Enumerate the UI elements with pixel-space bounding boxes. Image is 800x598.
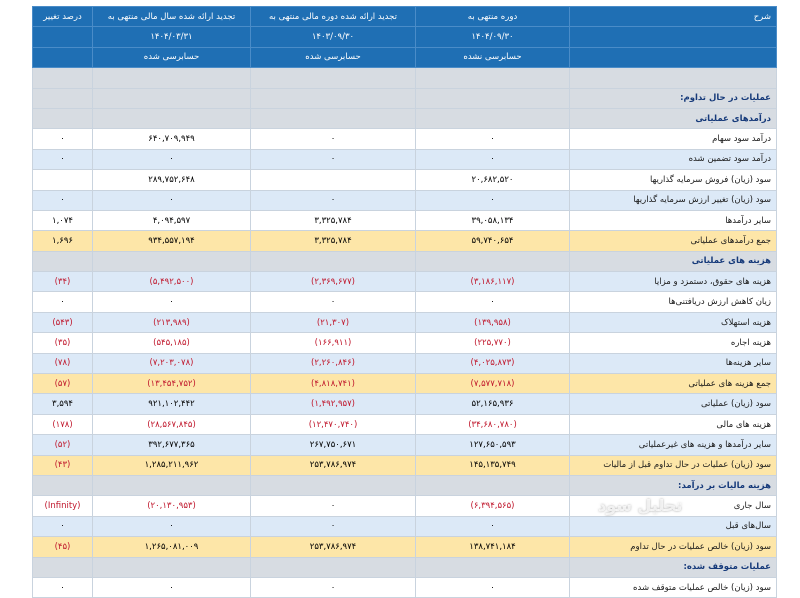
table-row	[33, 435, 777, 455]
cell-col1: ۳۹,۰۵۸,۱۳۴	[416, 210, 570, 230]
cell-col4: (۱۷۸)	[33, 414, 93, 434]
row-description: درآمد سود سهام	[570, 129, 777, 149]
cell-col2: ۲۶۷,۷۵۰,۶۷۱	[251, 435, 416, 455]
cell-col3: (۵۴۵,۱۸۵)	[93, 333, 251, 353]
header-col2-title: تجدید ارائه شده دوره مالی منتهی به	[251, 7, 416, 27]
row-description: هزینه استهلاک	[570, 312, 777, 332]
cell-col4: (۳۵)	[33, 333, 93, 353]
table-row	[33, 394, 777, 414]
cell-col4	[33, 475, 93, 495]
watermark-logo: تحلیل سود	[598, 496, 683, 515]
cell-col4: ۱,۶۹۶	[33, 231, 93, 251]
cell-col1: ۰	[416, 292, 570, 312]
cell-col3: ۹۳۴,۵۵۷,۱۹۴	[93, 231, 251, 251]
cell-col2: (۱۶۶,۹۱۱)	[251, 333, 416, 353]
cell-col4: ۰	[33, 129, 93, 149]
row-description: عملیات متوقف شده:	[570, 557, 777, 577]
cell-col1: ۲۰,۶۸۲,۵۲۰	[416, 170, 570, 190]
table-row	[33, 374, 777, 394]
cell-col4	[33, 170, 93, 190]
cell-col4: (۷۸)	[33, 353, 93, 373]
cell-col4: ۰	[33, 577, 93, 597]
cell-col4: ۰	[33, 516, 93, 536]
cell-col1: ۰	[416, 149, 570, 169]
row-description: سال جاری	[570, 496, 777, 516]
cell-col4: (Infinity)	[33, 496, 93, 516]
cell-col2: (۱,۴۹۲,۹۵۷)	[251, 394, 416, 414]
cell-col4: (۴۵)	[33, 537, 93, 557]
cell-col2	[251, 251, 416, 271]
cell-col1: (۷,۵۷۷,۷۱۸)	[416, 374, 570, 394]
cell-col3: (۲۸,۵۶۷,۸۴۵)	[93, 414, 251, 434]
cell-col3: (۷,۲۰۳,۰۷۸)	[93, 353, 251, 373]
cell-col2: ۲۵۳,۷۸۶,۹۷۴	[251, 537, 416, 557]
row-description: هزینه مالیات بر درآمد:	[570, 475, 777, 495]
cell-col1: ۱۳۸,۷۴۱,۱۸۴	[416, 537, 570, 557]
table-row	[33, 292, 777, 312]
cell-col4: ۰	[33, 149, 93, 169]
cell-col3: ۹۲۱,۱۰۲,۴۴۲	[93, 394, 251, 414]
cell-col4	[33, 108, 93, 128]
cell-col3: (۱۳,۴۵۴,۷۵۲)	[93, 374, 251, 394]
cell-col1: (۳۴,۶۸۰,۷۸۰)	[416, 414, 570, 434]
section-row	[33, 557, 777, 577]
row-description: هزینه های مالی	[570, 414, 777, 434]
cell-col4: (۵۴۳)	[33, 312, 93, 332]
cell-col1	[416, 88, 570, 108]
header-col2-date: ۱۴۰۳/۰۹/۳۰	[251, 27, 416, 47]
row-description: هزینه اجاره	[570, 333, 777, 353]
cell-col4	[33, 68, 93, 88]
cell-col1: ۰	[416, 577, 570, 597]
cell-col4: (۳۴)	[33, 272, 93, 292]
row-description: سایر هزینه‌ها	[570, 353, 777, 373]
cell-col4: ۰	[33, 292, 93, 312]
cell-col1: (۲۲۵,۷۷۰)	[416, 333, 570, 353]
row-description: سود (زیان) تغییر ارزش سرمایه گذاریها	[570, 190, 777, 210]
cell-col2: ۲۵۳,۷۸۶,۹۷۴	[251, 455, 416, 475]
cell-col1: ۰	[416, 129, 570, 149]
cell-col2: ۰	[251, 496, 416, 516]
row-description: عملیات در حال تداوم:	[570, 88, 777, 108]
cell-col4: (۴۳)	[33, 455, 93, 475]
header-row-2	[33, 27, 777, 47]
table-row	[33, 149, 777, 169]
cell-col3	[93, 68, 251, 88]
section-row	[33, 108, 777, 128]
header-col1-title: دوره منتهی به	[416, 7, 570, 27]
cell-col3: ۲۸۹,۷۵۲,۶۴۸	[93, 170, 251, 190]
section-row	[33, 88, 777, 108]
row-description: سود (زیان) عملیاتی	[570, 394, 777, 414]
row-description: هزینه های عملیاتی	[570, 251, 777, 271]
table-row	[33, 333, 777, 353]
cell-col2: ۰	[251, 292, 416, 312]
cell-col1: (۴,۰۲۵,۸۷۳)	[416, 353, 570, 373]
row-description: سایر درآمدها و هزینه های غیرعملیاتی	[570, 435, 777, 455]
cell-col2: ۰	[251, 516, 416, 536]
cell-col2	[251, 170, 416, 190]
cell-col1: ۵۲,۱۶۵,۹۳۶	[416, 394, 570, 414]
header-col4-empty	[33, 27, 93, 47]
table-row	[33, 353, 777, 373]
cell-col2: ۰	[251, 129, 416, 149]
header-row-1	[33, 7, 777, 27]
row-description: زیان کاهش ارزش دریافتنی‌ها	[570, 292, 777, 312]
header-desc-empty	[570, 27, 777, 47]
cell-col3: ۰	[93, 292, 251, 312]
cell-col4: ۰	[33, 190, 93, 210]
cell-col2	[251, 475, 416, 495]
cell-col4	[33, 557, 93, 577]
table-row	[33, 272, 777, 292]
cell-col1: (۳,۱۸۶,۱۱۷)	[416, 272, 570, 292]
cell-col3: (۲۱۳,۹۸۹)	[93, 312, 251, 332]
header-col3-title: تجدید ارائه شده سال مالی منتهی به	[93, 7, 251, 27]
row-description: جمع درآمدهای عملیاتی	[570, 231, 777, 251]
cell-col2: (۲۱,۳۰۷)	[251, 312, 416, 332]
cell-col3: ۰	[93, 577, 251, 597]
cell-col3: ۰	[93, 190, 251, 210]
cell-col2: (۱۲,۴۷۰,۷۴۰)	[251, 414, 416, 434]
header-row-3	[33, 47, 777, 67]
cell-col4	[33, 251, 93, 271]
row-description: سود (زیان) عملیات در حال تداوم قبل از مالیات	[570, 455, 777, 475]
table-row	[33, 516, 777, 536]
row-description: سایر درآمدها	[570, 210, 777, 230]
cell-col4: (۵۷)	[33, 374, 93, 394]
cell-col2	[251, 68, 416, 88]
cell-col1: ۵۹,۷۴۰,۶۵۴	[416, 231, 570, 251]
cell-col2	[251, 557, 416, 577]
cell-col1: ۰	[416, 516, 570, 536]
cell-col1: ۰	[416, 190, 570, 210]
cell-col3: ۳۹۲,۶۷۷,۳۶۵	[93, 435, 251, 455]
cell-col4: ۳,۵۹۴	[33, 394, 93, 414]
cell-col1	[416, 557, 570, 577]
header-col3-audit: حسابرسی شده	[93, 47, 251, 67]
header-col3-date: ۱۴۰۴/۰۳/۳۱	[93, 27, 251, 47]
cell-col3: ۰	[93, 516, 251, 536]
cell-col2: ۰	[251, 577, 416, 597]
table-row	[33, 170, 777, 190]
table-row	[33, 577, 777, 597]
header-col4-title: درصد تغییر	[33, 7, 93, 27]
table-row	[33, 210, 777, 230]
cell-col3: (۵,۴۹۲,۵۰۰)	[93, 272, 251, 292]
cell-col4: ۱,۰۷۴	[33, 210, 93, 230]
header-desc: شرح	[570, 7, 777, 27]
cell-col2: ۳,۳۲۵,۷۸۴	[251, 231, 416, 251]
row-description: هزینه های حقوق، دستمزد و مزایا	[570, 272, 777, 292]
cell-col1	[416, 108, 570, 128]
cell-col3	[93, 88, 251, 108]
table-row	[33, 231, 777, 251]
table-row	[33, 455, 777, 475]
cell-col3: ۴,۰۹۴,۵۹۷	[93, 210, 251, 230]
cell-col1	[416, 251, 570, 271]
table-row	[33, 312, 777, 332]
row-description: درآمد سود تضمین شده	[570, 149, 777, 169]
cell-col3: ۱,۲۸۵,۲۱۱,۹۶۲	[93, 455, 251, 475]
header-col1-audit: حسابرسی نشده	[416, 47, 570, 67]
section-row	[33, 475, 777, 495]
row-description: سود (زیان) فروش سرمایه گذاریها	[570, 170, 777, 190]
header-col1-date: ۱۴۰۴/۰۹/۳۰	[416, 27, 570, 47]
section-row	[33, 251, 777, 271]
cell-col4	[33, 88, 93, 108]
header-col4-empty-2	[33, 47, 93, 67]
cell-col1	[416, 68, 570, 88]
row-description: درآمدهای عملیاتی	[570, 108, 777, 128]
table-row	[33, 68, 777, 88]
cell-col4: (۵۲)	[33, 435, 93, 455]
cell-col3	[93, 251, 251, 271]
cell-col2: ۰	[251, 149, 416, 169]
header-col2-audit: حسابرسی شده	[251, 47, 416, 67]
row-description: سود (زیان) خالص عملیات متوقف شده	[570, 577, 777, 597]
cell-col2	[251, 88, 416, 108]
header-desc-empty-2	[570, 47, 777, 67]
cell-col3	[93, 557, 251, 577]
table-row	[33, 537, 777, 557]
cell-col3	[93, 475, 251, 495]
cell-col2	[251, 108, 416, 128]
cell-col2: (۲,۲۶۰,۸۴۶)	[251, 353, 416, 373]
cell-col2: (۴,۸۱۸,۷۴۱)	[251, 374, 416, 394]
cell-col1: (۶,۳۹۴,۵۶۵)	[416, 496, 570, 516]
row-description: سال‌های قبل	[570, 516, 777, 536]
cell-col3: ۶۴۰,۷۰۹,۹۴۹	[93, 129, 251, 149]
row-description: جمع هزینه های عملیاتی	[570, 374, 777, 394]
cell-col2: ۰	[251, 190, 416, 210]
cell-col1: ۱۲۷,۶۵۰,۵۹۳	[416, 435, 570, 455]
cell-col3: ۰	[93, 149, 251, 169]
cell-col3	[93, 108, 251, 128]
financial-table-container	[32, 6, 776, 593]
table-row	[33, 190, 777, 210]
cell-col1: ۱۴۵,۱۳۵,۷۴۹	[416, 455, 570, 475]
cell-col2: (۲,۳۶۹,۶۷۷)	[251, 272, 416, 292]
row-description	[570, 68, 777, 88]
row-description: سود (زیان) خالص عملیات در حال تداوم	[570, 537, 777, 557]
cell-col3: (۲۰,۱۳۰,۹۵۳)	[93, 496, 251, 516]
table-row	[33, 129, 777, 149]
cell-col2: ۳,۳۲۵,۷۸۴	[251, 210, 416, 230]
cell-col1	[416, 475, 570, 495]
cell-col3: ۱,۲۶۵,۰۸۱,۰۰۹	[93, 537, 251, 557]
cell-col1: (۱۳۹,۹۵۸)	[416, 312, 570, 332]
table-row	[33, 414, 777, 434]
